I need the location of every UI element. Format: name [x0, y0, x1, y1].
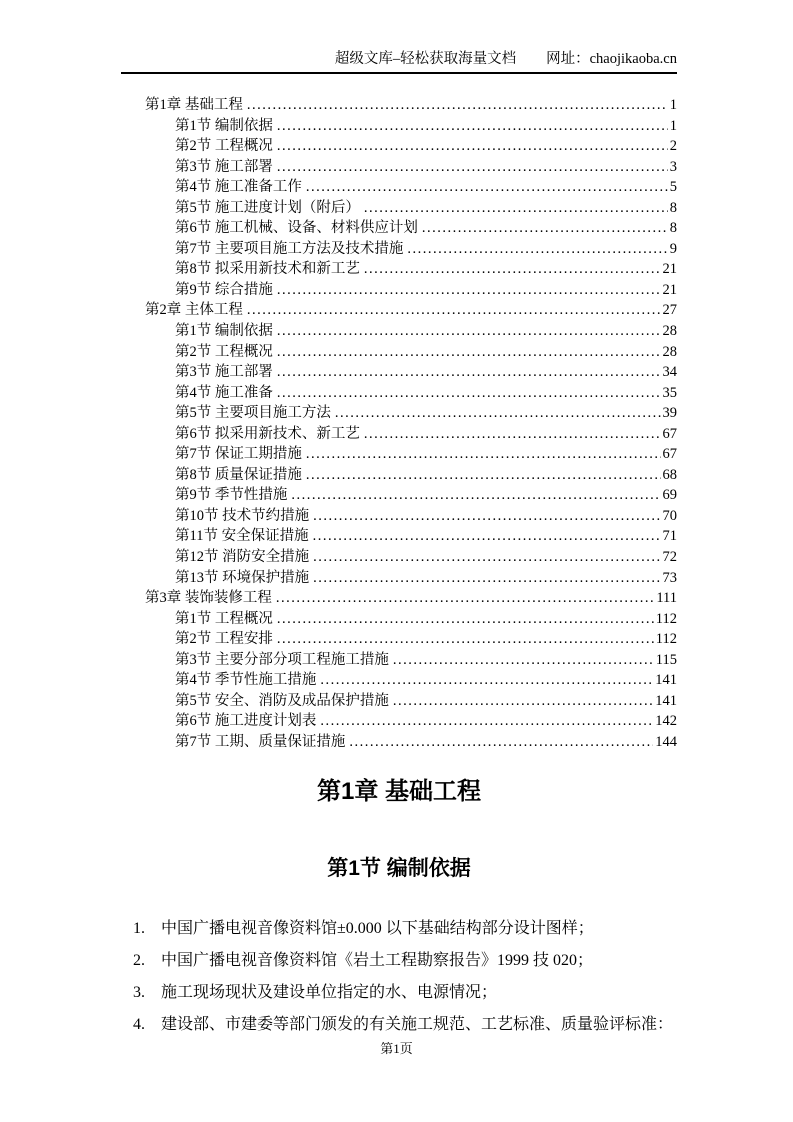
- toc-entry: [121, 711, 677, 732]
- toc-entry: [121, 444, 677, 465]
- toc-entry-page-number: 70: [662, 507, 677, 524]
- toc-dot-leader: [277, 321, 661, 342]
- toc-entry-label: 第4节 施工准备: [175, 384, 273, 401]
- toc-entry-page-number: 111: [656, 590, 677, 607]
- toc-dot-leader: [364, 259, 661, 280]
- toc-dot-leader: [277, 116, 668, 137]
- toc-entry-page-number: 39: [662, 405, 677, 422]
- toc-entry: [121, 506, 677, 527]
- toc-entry-page-number: 67: [662, 446, 677, 463]
- toc-entry: [121, 465, 677, 486]
- toc-entry-label: 第1节 编制依据: [175, 117, 273, 134]
- toc-entry: [121, 321, 677, 342]
- toc-entry-label: 第7节 主要项目施工方法及技术措施: [175, 240, 404, 257]
- reference-list: [121, 913, 677, 1041]
- toc-dot-leader: [393, 691, 653, 712]
- toc-entry-page-number: 3: [669, 158, 677, 175]
- toc-entry: [121, 383, 677, 404]
- toc-entry: [121, 239, 677, 260]
- toc-entry-label: 第8节 质量保证措施: [175, 466, 302, 483]
- table-of-contents: [121, 95, 677, 753]
- toc-dot-leader: [306, 465, 661, 486]
- toc-entry-page-number: 9: [669, 240, 677, 257]
- toc-entry-page-number: 72: [662, 549, 677, 566]
- toc-entry-label: 第9节 综合措施: [175, 281, 273, 298]
- toc-entry: [121, 485, 677, 506]
- toc-entry-label: 第1节 编制依据: [175, 323, 273, 340]
- toc-dot-leader: [313, 526, 661, 547]
- toc-entry-page-number: 35: [662, 384, 677, 401]
- toc-entry-page-number: 69: [662, 487, 677, 504]
- toc-entry-label: 第1章 基础工程: [145, 97, 243, 113]
- toc-dot-leader: [277, 157, 668, 178]
- toc-entry-page-number: 34: [662, 364, 677, 381]
- toc-dot-leader: [277, 280, 661, 301]
- list-item-text: 施工现场现状及建设单位指定的水、电源情况；: [161, 984, 498, 1001]
- toc-entry-page-number: 5: [669, 179, 677, 196]
- toc-entry: [121, 424, 677, 445]
- toc-dot-leader: [276, 588, 654, 609]
- toc-entry-label: 第9节 季节性措施: [175, 487, 288, 504]
- toc-entry: [121, 670, 677, 691]
- toc-entry-label: 第2节 工程概况: [175, 138, 273, 155]
- toc-entry-page-number: 8: [669, 220, 677, 237]
- toc-entry-label: 第1节 工程概况: [175, 610, 273, 627]
- toc-entry-label: 第11节 安全保证措施: [175, 528, 309, 545]
- list-item-number: 2.: [133, 952, 145, 969]
- list-item-number: 4.: [133, 1016, 145, 1033]
- toc-entry: [121, 116, 677, 137]
- page-number-label: 第1页: [380, 1041, 413, 1056]
- toc-entry: [121, 218, 677, 239]
- toc-dot-leader: [277, 629, 654, 650]
- toc-dot-leader: [313, 568, 660, 589]
- toc-entry: [121, 362, 677, 383]
- toc-entry-label: 第4节 季节性施工措施: [175, 672, 317, 689]
- toc-dot-leader: [422, 218, 668, 239]
- toc-entry-label: 第13节 环境保护措施: [175, 569, 310, 586]
- toc-entry-label: 第6节 施工机械、设备、材料供应计划: [175, 220, 418, 237]
- list-item-text: 中国广播电视音像资料馆±0.000 以下基础结构部分设计图样；: [161, 920, 594, 937]
- toc-entry: [121, 280, 677, 301]
- list-item-text: 建设部、市建委等部门颁发的有关施工规范、工艺标准、质量验评标准：: [161, 1016, 674, 1033]
- page-footer: [0, 1041, 793, 1057]
- toc-entry: [121, 300, 677, 321]
- toc-dot-leader: [320, 670, 653, 691]
- chapter-heading: 第1章 基础工程: [316, 778, 481, 805]
- header-site-label: 超级文库–轻松获取海量文档: [334, 51, 517, 67]
- toc-entry-label: 第2节 工程安排: [175, 631, 273, 648]
- toc-entry-page-number: 142: [655, 713, 677, 730]
- toc-dot-leader: [335, 403, 661, 424]
- toc-dot-leader: [277, 362, 661, 383]
- toc-dot-leader: [277, 609, 654, 630]
- toc-entry: [121, 136, 677, 157]
- toc-entry: [121, 588, 677, 609]
- toc-dot-leader: [247, 95, 668, 116]
- toc-entry: [121, 177, 677, 198]
- toc-entry-label: 第10节 技术节约措施: [175, 507, 310, 524]
- toc-entry-label: 第8节 拟采用新技术和新工艺: [175, 261, 360, 278]
- toc-entry-label: 第3节 施工部署: [175, 364, 273, 381]
- section-heading: 第1节 编制依据: [327, 857, 471, 880]
- toc-entry-label: 第2章 主体工程: [145, 302, 243, 319]
- toc-dot-leader: [393, 650, 654, 671]
- toc-dot-leader: [291, 485, 660, 506]
- toc-dot-leader: [349, 732, 653, 753]
- toc-entry: [121, 650, 677, 671]
- toc-entry: [121, 403, 677, 424]
- list-item: [121, 945, 677, 977]
- toc-entry-page-number: 71: [662, 528, 677, 545]
- toc-dot-leader: [277, 136, 668, 157]
- toc-entry: [121, 547, 677, 568]
- list-item: [121, 1009, 677, 1041]
- toc-entry-label: 第5节 安全、消防及成品保护措施: [175, 692, 389, 709]
- toc-entry-label: 第6节 施工进度计划表: [175, 713, 317, 730]
- toc-entry-page-number: 73: [662, 569, 677, 586]
- toc-dot-leader: [277, 383, 661, 404]
- page-header: [121, 50, 677, 74]
- toc-entry-label: 第2节 工程概况: [175, 343, 273, 360]
- toc-entry-label: 第6节 拟采用新技术、新工艺: [175, 425, 360, 442]
- toc-entry: [121, 691, 677, 712]
- toc-entry: [121, 259, 677, 280]
- toc-entry-page-number: 144: [655, 733, 677, 750]
- toc-entry-page-number: 68: [662, 466, 677, 483]
- toc-entry-page-number: 21: [662, 261, 677, 278]
- list-item-text: 中国广播电视音像资料馆《岩土工程勘察报告》1999 技 020；: [161, 952, 594, 969]
- toc-dot-leader: [313, 506, 660, 527]
- header-url-label: 网址：chaojikaoba.cn: [546, 51, 677, 67]
- toc-entry: [121, 629, 677, 650]
- toc-entry-label: 第3章 装饰装修工程: [145, 590, 272, 607]
- toc-dot-leader: [247, 300, 661, 321]
- toc-entry-page-number: 141: [655, 692, 677, 709]
- toc-dot-leader: [306, 177, 668, 198]
- toc-entry-label: 第3节 施工部署: [175, 158, 273, 175]
- toc-entry-page-number: 141: [655, 672, 677, 689]
- toc-dot-leader: [407, 239, 667, 260]
- toc-entry-label: 第3节 主要分部分项工程施工措施: [175, 651, 389, 668]
- toc-entry: [121, 342, 677, 363]
- toc-entry-page-number: 8: [669, 199, 677, 216]
- toc-entry-label: 第5节 施工进度计划（附后）: [175, 199, 360, 216]
- toc-entry: [121, 732, 677, 753]
- list-item-number: 3.: [133, 984, 145, 1001]
- toc-dot-leader: [306, 444, 661, 465]
- toc-entry: [121, 526, 677, 547]
- toc-entry-page-number: 115: [655, 651, 677, 668]
- toc-entry-page-number: 28: [662, 323, 677, 340]
- list-item-number: 1.: [133, 920, 145, 937]
- toc-entry-label: 第12节 消防安全措施: [175, 549, 310, 566]
- toc-dot-leader: [277, 342, 661, 363]
- toc-entry-label: 第7节 工期、质量保证措施: [175, 733, 346, 750]
- toc-entry-page-number: 1: [669, 97, 677, 113]
- toc-entry: [121, 568, 677, 589]
- toc-entry-label: 第4节 施工准备工作: [175, 179, 302, 196]
- toc-entry: [121, 198, 677, 219]
- toc-entry-page-number: 28: [662, 343, 677, 360]
- toc-entry: [121, 95, 677, 116]
- toc-dot-leader: [313, 547, 660, 568]
- list-item: [121, 977, 677, 1009]
- toc-dot-leader: [364, 198, 668, 219]
- toc-entry-label: 第5节 主要项目施工方法: [175, 405, 331, 422]
- toc-entry-page-number: 21: [662, 281, 677, 298]
- toc-entry-page-number: 112: [655, 631, 677, 648]
- toc-entry-label: 第7节 保证工期措施: [175, 446, 302, 463]
- list-item: [121, 913, 677, 945]
- toc-entry-page-number: 2: [669, 138, 677, 155]
- toc-entry: [121, 157, 677, 178]
- toc-dot-leader: [364, 424, 661, 445]
- toc-entry-page-number: 27: [662, 302, 677, 319]
- toc-entry-page-number: 67: [662, 425, 677, 442]
- toc-entry-page-number: 112: [655, 610, 677, 627]
- toc-entry-page-number: 1: [669, 117, 677, 134]
- toc-dot-leader: [320, 711, 653, 732]
- toc-entry: [121, 609, 677, 630]
